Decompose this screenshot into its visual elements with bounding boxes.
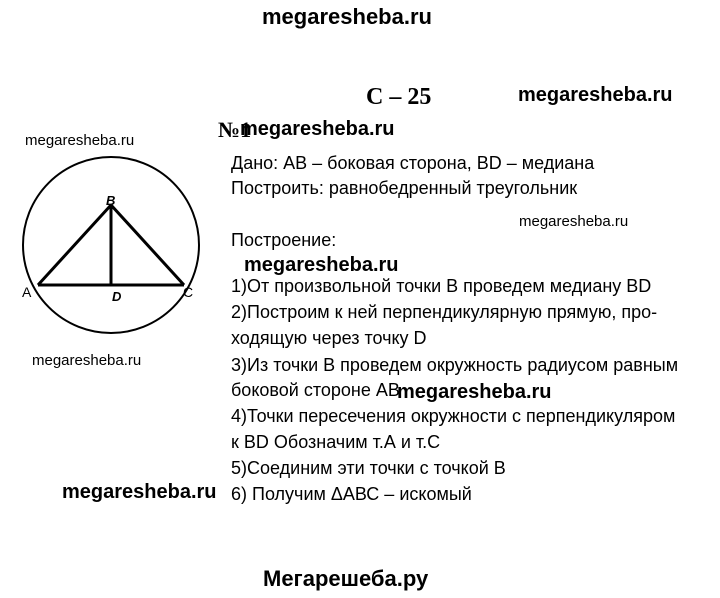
given-line-1: Дано: АВ – боковая сторона, ВD – медиана <box>231 153 595 173</box>
watermark-over-step3: megaresheba.ru <box>397 381 552 403</box>
watermark-right-mid: megaresheba.ru <box>519 213 629 230</box>
label-b: B <box>106 193 116 208</box>
watermark-above-figure: megaresheba.ru <box>25 132 135 149</box>
step-3a: 3)Из точки В проведем окружность радиусом равным <box>231 355 679 375</box>
watermark-top: megaresheba.ru <box>262 4 432 29</box>
step-5: 5)Соединим эти точки с точкой В <box>231 458 506 478</box>
step-4b: к ВD Обозначим т.А и т.С <box>231 432 441 452</box>
watermark-footer: Мегарешеба.ру <box>263 566 429 591</box>
step-3b: боковой стороне АВ <box>231 380 400 400</box>
watermark-over-step1: megaresheba.ru <box>244 254 399 276</box>
side-ab <box>38 205 111 285</box>
label-d: D <box>112 289 122 304</box>
step-2b: ходящую через точку D <box>231 328 427 348</box>
section-title: С – 25 <box>366 84 432 110</box>
step-2a: 2)Построим к ней перпендикулярную прямую, про- <box>231 302 658 322</box>
construction-figure <box>0 0 230 360</box>
label-a: A <box>22 284 32 300</box>
given-line-2: Построить: равнобедренный треугольник <box>231 178 578 198</box>
side-bc <box>111 205 184 285</box>
step-6: 6) Получим ΔАВС – искомый <box>231 484 472 504</box>
watermark-left-step6: megaresheba.ru <box>62 481 217 503</box>
watermark-over-number: megaresheba.ru <box>240 118 395 140</box>
watermark-left-below-figure: megaresheba.ru <box>32 352 142 369</box>
construction-title: Построение: <box>231 230 337 250</box>
watermark-header-right: megaresheba.ru <box>518 84 673 106</box>
step-1: 1)От произвольной точки В проведем медиану ВD <box>231 276 652 296</box>
problem-number: №1 <box>218 117 252 142</box>
step-4a: 4)Точки пересечения окружности с перпендикуляром <box>231 406 676 426</box>
label-c: C <box>183 284 194 300</box>
